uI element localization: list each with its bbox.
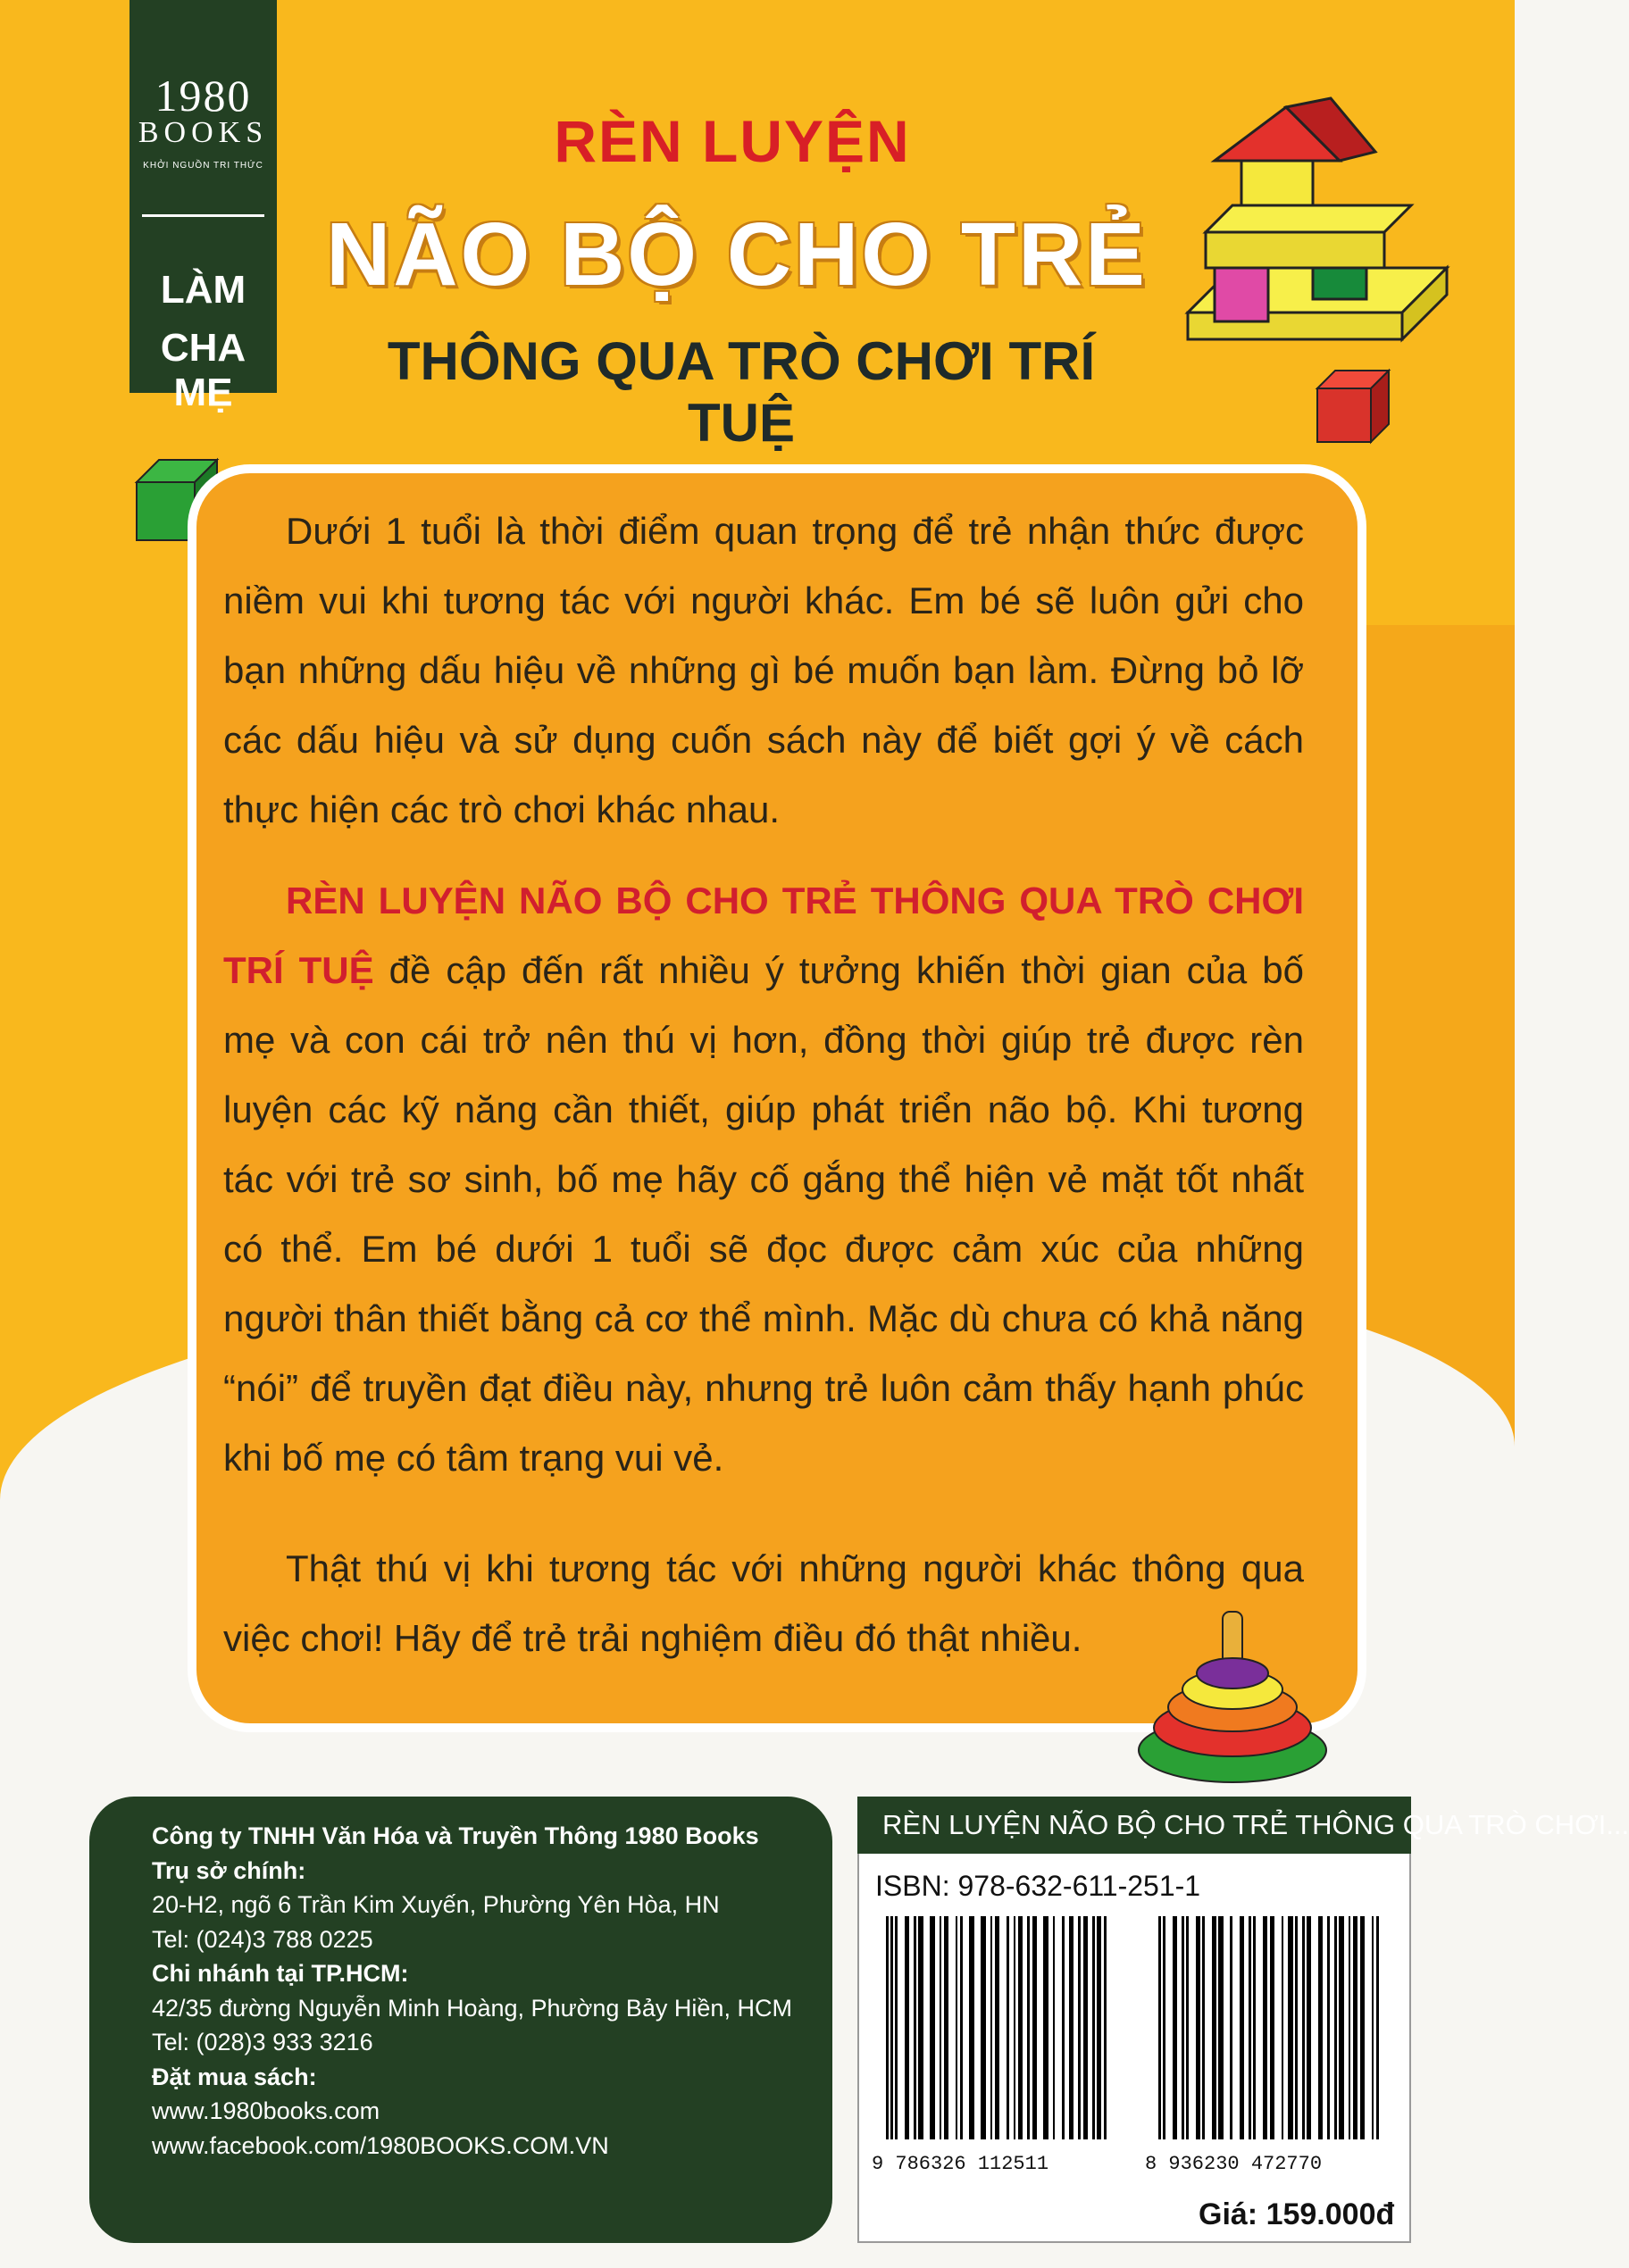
branch-tel: Tel: (028)3 933 3216 [152,2029,373,2055]
series-label-line1: LÀM [160,268,246,312]
barcode-bar [1365,1916,1372,2139]
sidebar-divider [142,214,264,217]
barcode-bar [1256,1916,1263,2139]
barcode-bar [1189,1916,1196,2139]
isbn-barcode-number: 9 786326 112511 [872,2153,1049,2175]
barcode-bar [923,1916,931,2139]
barcode-bar [1165,1916,1173,2139]
barcode-bar [1274,1916,1282,2139]
description-paragraph-2 [223,866,1304,1493]
paragraph-3-text: Thật thú vị khi tương tác với những người khác thông qua việc chơi! Hãy để trẻ trải nghiệm điều đó thật nhiều. [223,1547,1304,1659]
barcode-bar [898,1916,905,2139]
barcode-bar [1232,1916,1240,2139]
branch-address: 42/35 đường Nguyễn Minh Hoàng, Phường Bảy Hiền, HCM [152,1994,792,2022]
publisher-sidebar [129,0,277,414]
facebook-link: www.facebook.com/1980BOOKS.COM.VN [152,2131,609,2159]
book-title-line1: RÈN LUYỆN [554,108,911,174]
barcode-bar [999,1916,1007,2139]
product-barcode [1158,1916,1381,2139]
paragraph-1-text: Dưới 1 tuổi là thời điểm quan trọng để trẻ nhận thức được niềm vui khi tương tác với người khác. Em bé sẽ luôn gửi cho bạn những dấu hiệu về những gì bé muốn bạn làm. Đừng bỏ lỡ các dấu hiệu và sử dụng cuốn sách này để biết gợi ý về cách thực hiện các trò chơi khác nhau. [223,510,1304,830]
hq-tel: Tel: (024)3 788 0225 [152,1925,373,1953]
barcode-panel [857,1854,1411,2243]
red-cube-icon [1313,366,1393,446]
branch-label: Chi nhánh tại TP.HCM: [152,1960,409,1987]
hq-label: Trụ sở chính: [152,1856,306,1884]
barcode-bar [948,1916,956,2139]
publisher-logo-word: BOOKS [138,116,269,149]
barcode-bar [1037,1916,1044,2139]
building-blocks-illustration [1179,107,1465,384]
barcode-bar [1311,1916,1318,2139]
hq-address: 20-H2, ngõ 6 Trần Kim Xuyến, Phường Yên Hòa, HN [152,1891,720,1918]
barcode-bar [1379,1916,1382,2139]
price-label: Giá: 159.000đ [1199,2197,1395,2231]
stacking-rings-illustration [1130,1607,1335,1786]
paragraph-2-book-title: RÈN LUYỆN NÃO BỘ CHO TRẺ THÔNG QUA TRÒ CHƠI TRÍ TUỆ [223,880,1304,991]
book-title-line3: THÔNG QUA TRÒ CHƠI TRÍ TUỆ [387,331,1096,453]
publisher-company: Công ty TNHH Văn Hóa và Truyền Thông 1980 Books [152,1822,759,1849]
isbn-text: ISBN: 978-632-611-251-1 [875,1870,1201,1902]
barcode-bar [1055,1916,1062,2139]
barcode-bar [963,1916,970,2139]
book-title-line2: NÃO BỘ CHO TRẺ [326,204,1148,304]
publisher-logo-number: 1980 [155,71,252,121]
barcode-bar [1224,1916,1231,2139]
barcode-bar [1205,1916,1212,2139]
barcode-box [857,1797,1629,2243]
barcode-book-title: RÈN LUYỆN NÃO BỘ CHO TRẺ THÔNG QUA TRÒ CHƠI... [857,1797,1411,1854]
product-barcode-number: 8 936230 472770 [1145,2153,1323,2175]
series-label-line2: CHA MẸ [160,326,246,414]
barcode-bar [974,1916,982,2139]
publisher-logo-tagline: KHỞI NGUỒN TRI THỨC [143,161,263,171]
publisher-info-box [89,1797,832,2243]
paragraph-2-text: đề cập đến rất nhiều ý tưởng khiến thời gian của bố mẹ và con cái trở nên thú vị hơn, đồng thời giúp trẻ được rèn luyện các kỹ năng cần thiết, giúp phát triển não bộ. Khi tương tác với trẻ sơ sinh, bố mẹ hãy cố gắng thể hiện vẻ mặt tốt nhất có thể. Em bé dưới 1 tuổi sẽ đọc được cảm xúc của những người thân thiết bằng cả cơ thể mình. Mặc dù chưa có khả năng “nói” để truyền đạt điều này, nhưng trẻ luôn cảm thấy hạnh phúc khi bố mẹ có tâm trạng vui vẻ. [223,949,1304,1479]
order-label: Đặt mua sách: [152,2063,317,2090]
isbn-barcode [886,1916,1108,2139]
barcode-bar [1107,1916,1109,2139]
description-paragraph-1 [223,496,1304,845]
website-link: www.1980books.com [152,2097,380,2124]
